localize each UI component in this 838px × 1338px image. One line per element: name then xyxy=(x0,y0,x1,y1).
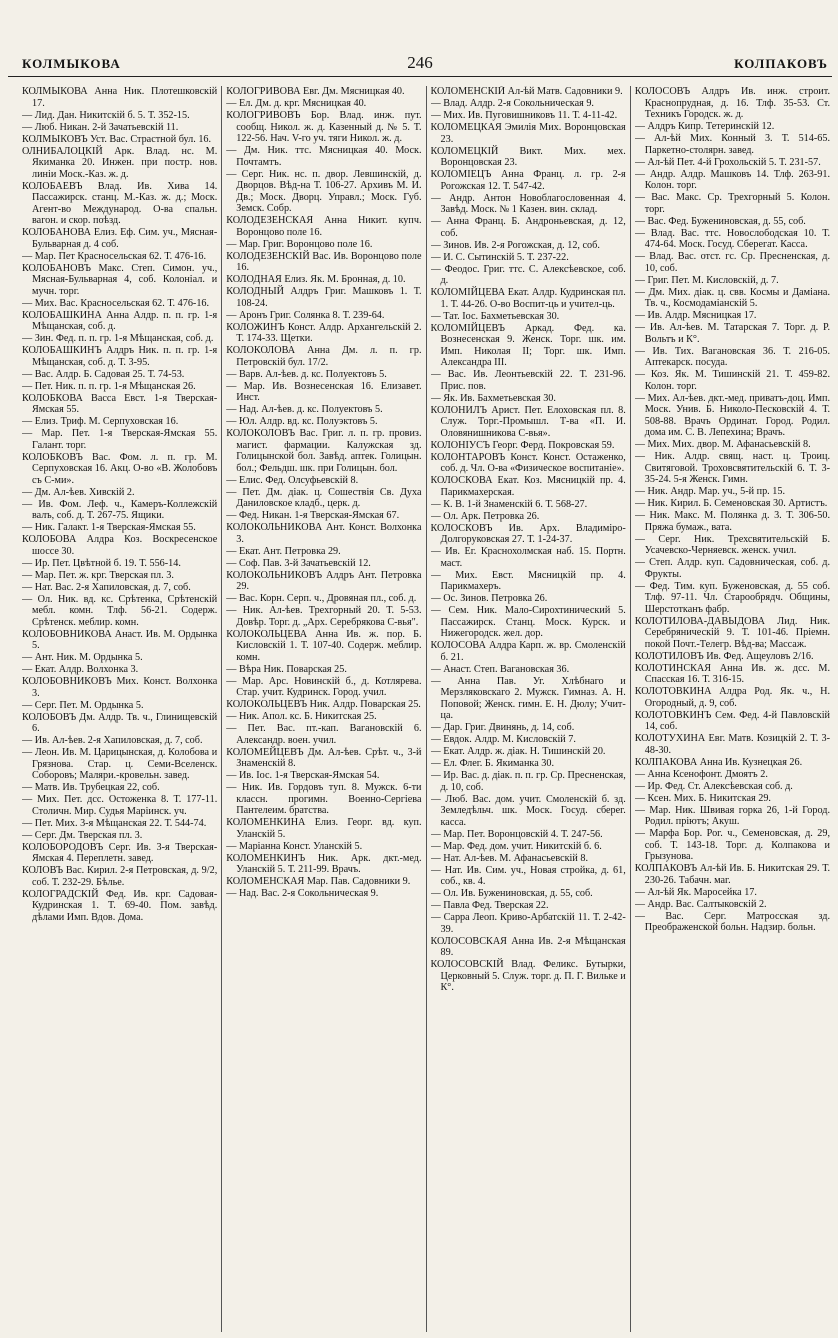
directory-entry: — Вас. Серг. Матросская зд. Преображенской больн. Надзир. больн. xyxy=(634,910,830,933)
directory-entry: КОЛОМЕНКИНЪ Ник. Арк. дкт.-мед. Уланскій 5. Т. 211-99. Врачъ. xyxy=(226,852,422,875)
directory-entry: КОЛОНТАРОВЪ Конст. Конст. Остаженко, соб. д. Чл. О-ва «Физическое воспитаніе». xyxy=(430,451,626,474)
directory-entry: — Вас. Ив. Леонтьевскій 22. Т. 231-96. Прис. пов. xyxy=(430,369,626,392)
directory-entry: КОЛОБАЕВЪ Влад. Ив. Хива 14. Пассажирск. станц. М.-Каз. ж. д.; Моск. Агент-во Международ. О-ва спальн. вагон. и скор. поѣзд. xyxy=(22,180,218,226)
directory-entry: — Ник. Ал-ѣев. Трехгорный 20. Т. 5-53. Довѣр. Торг. д. „Арх. Серебрякова С-вья". xyxy=(226,605,422,628)
directory-entry: КОЛОКОЛОВЪ Вас. Григ. л. п. гр. провиз. магист. фармации. Калужская зд. Голицынской бол. Завѣд. аптек. Голицын. бол.; Фельдш. шк. при Голицын. бол. xyxy=(226,428,422,474)
directory-entry: — Ел. Флег. Б. Якиманка 30. xyxy=(430,758,554,769)
directory-entry: — Елиз. Триф. М. Серпуховская 16. xyxy=(22,416,179,427)
directory-entry: — Серг. Дм. Тверская пл. 3. xyxy=(22,829,143,841)
directory-entry: — Анна Пав. Уг. Хлѣбнаго и Мерзляковскаго 2. Мужск. Гимназ. А. Н. Поповой; Женск. гимн. Е. Н. Дюлу; Учит-ца. xyxy=(430,675,626,721)
directory-entry: КОЛОВЪ Вас. Кирил. 2-я Петровская, д. 9/2, соб. Т. 232-29. Бѣлье. xyxy=(22,865,218,888)
directory-entry: КОЛОМІЕЦЪ Анна Франц. л. гр. 2-я Рогожская 12. Т. 547-42. xyxy=(430,169,626,192)
directory-entry: — Ол. Арк. Петровка 26. xyxy=(430,510,540,522)
directory-entry: — Ник. Галакт. 1-я Тверская-Ямская 55. xyxy=(22,522,196,533)
directory-entry: — Юл. Алдр. вд. кс. Полуэктовъ 5. xyxy=(226,416,378,427)
directory-entry: — Нат. Ал-ѣев. М. Афанасьевскій 8. xyxy=(430,852,589,864)
directory-entry: КОЛОГРИВОВА Евг. Дм. Мясницкая 40. xyxy=(226,86,405,97)
directory-entry: КОЛОМЕЙЦЕВЪ Дм. Ал-ѣев. Срѣт. ч., 3-й Знаменскій 8. xyxy=(226,746,422,769)
directory-entry: КОЛОБАШКИНЪ Алдръ Ник. п. п. гр. 1-я Мѣщанская, соб. д. Т. 3-95. xyxy=(22,345,218,368)
directory-entry: КОЛОБОВНИКОВА Анаст. Ив. М. Ордынка 5. xyxy=(22,628,218,651)
directory-entry: КОЛОБОВЪ Дм. Алдр. Тв. ч., Глинищевскій 6. xyxy=(22,711,218,734)
directory-entry: — Ол. Ник. вд. кс. Срѣтенка, Срѣтенскій мебл. комн. Тлф. 56-21. Содерж. Срѣтенск. меблир. комн. xyxy=(22,593,218,628)
directory-entry: КОЛОНІУСЪ Георг. Ферд. Покровская 59. xyxy=(430,439,615,451)
directory-entry: КОЛОТОВКИНА Алдра Род. Як. ч., Н. Огородный, д. 9, соб. xyxy=(634,686,830,709)
directory-entry: — Мар. Пет. ж. крг. Тверская пл. 3. xyxy=(22,569,174,581)
directory-entry: — Ив. Ал-ѣев. М. Татарская 7. Торг. д. Р. Вольтъ и К°. xyxy=(634,322,830,345)
directory-entry: КОЛМЫКОВА Анна Ник. Плотешковскій 17. xyxy=(22,86,218,109)
directory-entry: — Мих. Мих. двор. М. Афанасьевскій 8. xyxy=(634,439,811,450)
directory-entry: — Ник. Кирил. Б. Семеновская 30. Артистъ. xyxy=(634,498,828,509)
directory-entry: — Ол. Ив. Бужениновская, д. 55, соб. xyxy=(430,888,593,899)
directory-entry: КОЛОКОЛЬНИКОВЪ Алдръ Ант. Петровка 29. xyxy=(226,569,422,592)
directory-entry: КОЛОТУХИНА Евг. Матв. Козицкій 2. Т. 3-48-30. xyxy=(634,733,830,756)
directory-entry: — Феодос. Григ. ттс. С. Алексѣевское, соб. д. xyxy=(430,263,626,286)
directory-entry: — Ир. Пет. Цвѣтной б. 19. Т. 556-14. xyxy=(22,557,181,569)
directory-entry: КОЛОБКОВА Васса Евст. 1-я Тверская-Ямская 55. xyxy=(22,392,218,415)
directory-entry: — Анаст. Степ. Вагановская 36. xyxy=(430,663,570,675)
directory-entry: — Люб. Вас. дом. учит. Смоленскій б. зд. Земледѣльч. шк. Моск. Госуд. сберег. касса. xyxy=(430,793,626,828)
directory-entry: — Марфа Бор. Рог. ч., Семеновская, д. 29, соб. Т. 143-18. Торг. д. Колпакова и Грызунова. xyxy=(634,828,830,862)
directory-entry: — Мар. Арс. Новинскій б., д. Котлярева. Стар. учит. Кудринск. Город. учил. xyxy=(226,675,422,698)
directory-entry: — Ник. Ив. Гордовъ туп. 8. Мужск. 6-ти классн. прогимн. Военно-Сергіева Пантелеим. братства. xyxy=(226,782,422,816)
directory-entry: — Дм. Ал-ѣев. Хивскій 2. xyxy=(22,486,135,498)
directory-entry: — Як. Ив. Бахметьевская 30. xyxy=(430,392,556,404)
directory-entry: — Мих. Вас. Красносельская 62. Т. 476-16. xyxy=(22,297,210,309)
directory-entry: — Нат. Вас. 2-я Хапиловская, д. 7, соб. xyxy=(22,581,191,593)
directory-entry: — Андр. Вас. Салтыковскій 2. xyxy=(634,898,767,910)
directory-entry: КОЛОДНЫЙ Алдръ Григ. Машковъ 1. Т. 108-24. xyxy=(226,286,422,309)
directory-entry: — Ив. Алдр. Мясницкая 17. xyxy=(634,310,757,321)
directory-entry: — Зин. Фед. п. п. гр. 1-я Мѣщанская, соб. д. xyxy=(22,333,214,344)
directory-entry: КОЛОКОЛОВА Анна Дм. л. п. гр. Петровскій бул. 17/2. xyxy=(226,345,422,368)
directory-entry: — Мих. Ал-ѣев. дкт.-мед. приватъ-доц. Имп. Моск. Унив. Б. Николо-Песковскій 4. Т. 508-88. Врачъ Ординат. Город. Родил. дома им. С. В. Лепехина; Врачъ. xyxy=(634,392,830,438)
directory-entry: — Павла Фед. Тверская 22. xyxy=(430,900,549,911)
directory-entry: КОЛОБАНОВЪ Макс. Степ. Симон. уч., Мясная-Бульварная 4, соб. Колоніал. и мучн. торг. xyxy=(22,262,218,297)
directory-entry: — Ив. Ег. Краснохолмская наб. 15. Портн. маст. xyxy=(430,546,626,569)
directory-entry: — Серг. Пет. М. Ордынка 5. xyxy=(22,699,144,711)
directory-entry: — Екат. Алдр. ж. діак. Н. Тишинскій 20. xyxy=(430,746,606,757)
directory-entry: — Степ. Алдр. куп. Садовническая, соб. д. Фрукты. xyxy=(634,557,830,580)
directory-entry: КОЛОСОВА Алдра Карп. ж. вр. Смоленскій б. 21. xyxy=(430,640,626,663)
directory-entry: КОЛОКОЛЬЦЕВА Анна Ив. ж. пор. Б. Кисловскій 1. Т. 107-40. Содерж. меблир. комн. xyxy=(226,628,422,663)
directory-entry: — Мар. Ник. Швивая горка 26, 1-й Город. Родил. пріютъ; Акуш. xyxy=(634,804,830,827)
directory-entry: — Ив. Тих. Вагановская 36. Т. 216-05. Аптекарск. посуда. xyxy=(634,345,830,368)
directory-entry: КОЛОМЕЦКАЯ Эмилія Мих. Воронцовская 23. xyxy=(430,122,626,145)
directory-entry: — Ив. Фом. Леф. ч., Камеръ-Коллежскій валъ, соб. д. Т. 267-75. Ящики. xyxy=(22,498,218,521)
directory-entry: — Вас. Макс. Ср. Трехгорный 5. Колон. торг. xyxy=(634,192,830,215)
directory-entry: КОЛПАКОВА Анна Ив. Кузнецкая 26. xyxy=(634,756,803,768)
directory-entry: — Алдръ Кипр. Тетеринскій 12. xyxy=(634,121,775,132)
page-number: 246 xyxy=(407,53,433,72)
directory-entry: — Пет. Мих. 3-я Мѣщанская 22. Т. 544-74. xyxy=(22,817,207,829)
directory-entry: КОЛОГРИВОВЪ Бор. Влад. инж. пут. сообщ. Никол. ж. д. Казенный д. № 5. Т. 122-56. Нач. V-го уч. тяги Никол. ж. д. xyxy=(226,110,422,144)
directory-entry: — Сем. Ник. Мало-Сирохтинический 5. Пассажирск. Станц. Моск. Курск. и Нижегородск. жел. дор. xyxy=(430,605,626,639)
directory-entry: КОЛМЫКОВЪ Уст. Вас. Страстной бул. 16. xyxy=(22,133,212,145)
directory-entry: КОЛОБОРОДОВЪ Серг. Ив. 3-я Тверская-Ямская 4. Переплетн. завед. xyxy=(22,841,218,864)
directory-entry: — Сарра Леоп. Криво-Арбатскій 11. Т. 2-42-39. xyxy=(430,912,626,935)
directory-entry: — Ник. Макс. М. Полянка д. 3. Т. 306-50. Пряжа бумаж., вата. xyxy=(634,510,830,533)
directory-entry: — Мар. Григ. Воронцово поле 16. xyxy=(226,238,373,250)
column-1 xyxy=(22,86,222,1332)
directory-entry: — Люб. Никан. 2-й Зачатьевскій 11. xyxy=(22,121,179,133)
directory-entry: — Ант. Ник. М. Ордынка 5. xyxy=(22,652,143,663)
directory-entry: — Над. Ал-ѣев. д. кс. Полуектовъ 5. xyxy=(226,404,383,415)
directory-entry: — Андр. Алдр. Машковъ 14. Тлф. 263-91. Колон. торг. xyxy=(634,168,830,191)
directory-entry: — Мих. Пет. дсс. Остоженка 8. Т. 177-11. Столичн. Мир. Судья Маріинск. уч. xyxy=(22,794,218,817)
directory-entry: КОЛОСКОВЪ Ив. Арх. Владиміро-Долгоруковская 27. Т. 1-24-37. xyxy=(430,522,626,545)
directory-entry: КОЛОБОВА Алдра Коз. Воскресенское шоссе 30. xyxy=(22,534,218,557)
directory-entry: — Варв. Ал-ѣев. д. кс. Полуектовъ 5. xyxy=(226,368,387,380)
directory-entry: КОЛОСОВЪ Алдръ Ив. инж. строит. Краснопрудная, д. 16. Тлф. 35-53. Ст. Техникъ Городск. ж. д. xyxy=(634,86,830,120)
directory-entry: — Соф. Пав. 3-й Зачатьевскій 12. xyxy=(226,557,371,569)
directory-entry: — Пет. Ник. п. п. гр. 1-я Мѣщанская 26. xyxy=(22,380,196,392)
header-right-guide-word: КОЛПАКОВЪ xyxy=(734,56,828,71)
directory-entry: — Григ. Пет. М. Кисловскій, д. 7. xyxy=(634,274,779,286)
directory-entry: — Ив. Іос. 1-я Тверская-Ямская 54. xyxy=(226,770,380,781)
directory-entry: — Ел. Дм. д. крг. Мясницкая 40. xyxy=(226,98,367,109)
directory-entry: — Ник. Андр. Мар. уч., 5-й пр. 15. xyxy=(634,486,786,497)
directory-entry: КОЛОКОЛЬНИКОВА Ант. Конст. Волхонка 3. xyxy=(226,522,422,545)
directory-entry: — Евдок. Алдр. М. Кисловскій 7. xyxy=(430,734,576,745)
directory-entry: — И. С. Сытинскій 5. Т. 237-22. xyxy=(430,251,569,263)
directory-entry: — Нат. Ив. Сим. уч., Новая стройка, д. 61, соб., кв. 4. xyxy=(430,864,626,887)
column-2 xyxy=(226,86,426,1332)
directory-entry: КОЛОЖИНЪ Конст. Алдр. Архангельскій 2. Т. 174-33. Щетки. xyxy=(226,321,422,344)
directory-entry: — Ник. Алдр. свящ. наст. ц. Троиц. Свитяговой. Троховсвятительскій 6. Т. 3-35-24. 5-я Женск. Гимн. xyxy=(634,451,830,485)
directory-entry: — Маріанна Конст. Уланскій 5. xyxy=(226,840,363,852)
page-header xyxy=(8,54,832,77)
directory-entry: — Ал-ѣй Мих. Конный 3. Т. 514-65. Паркетно-столярн. завед. xyxy=(634,133,830,156)
column-4 xyxy=(635,86,834,1332)
directory-entry: — Ос. Зинов. Петровка 26. xyxy=(430,593,548,604)
directory-entry: — Леон. Ив. М. Царицынская, д. Колобова и Грязнова. Стар. ц. Семи-Вселенск. Соборовъ; Маляри.-кровельн. завед. xyxy=(22,747,218,781)
directory-entry: КОЛОГРАДСКІЙ Фед. Ив. крг. Садовая-Кудринская 1. Т. 69-40. Пом. завѣд. дѣлами Имп. Вдов. Дома. xyxy=(22,888,218,923)
directory-entry: КОЛОМІЙЦЕВА Екат. Алдр. Кудринская пл. 1. Т. 44-26. О-во Воспит-ць и учител-ць. xyxy=(430,287,626,310)
directory-entry: — Мих. Ив. Пуговишниковъ 11. Т. 4-11-42. xyxy=(430,110,618,121)
directory-entry: — Лид. Дан. Никитскій б. 5. Т. 352-15. xyxy=(22,109,190,121)
directory-entry: — Екат. Ант. Петровка 29. xyxy=(226,545,341,557)
directory-entry: — Андр. Антон Новоблагословенная 4. Завѣд. Моск. № 1 Казен. вин. склад. xyxy=(430,192,626,215)
directory-entry: КОЛОМЕЦКІЙ Викт. Мих. мех. Воронцовская 23. xyxy=(430,145,626,168)
header-left-guide-word: КОЛМЫКОВА xyxy=(22,56,121,71)
directory-entry: — Ксен. Мих. Б. Никитская 29. xyxy=(634,792,771,804)
column-3 xyxy=(431,86,631,1332)
directory-columns xyxy=(22,86,834,1332)
directory-entry: КОЛПАКОВЪ Ал-ѣй Ив. Б. Никитская 29. Т. 230-26. Табачн. маг. xyxy=(634,863,830,886)
directory-entry: — Ив. Ал-ѣев. 2-я Хапиловская, д. 7, соб. xyxy=(22,735,203,746)
directory-entry: КОЛОТИЛОВА-ДАВЫДОВА Лид. Ник. Серебряническій 9. Т. 101-46. Пріемн. покой Почт.-Телегр. Вѣд-ва; Массаж. xyxy=(634,615,830,650)
directory-entry: КОЛОБАШКИНА Анна Алдр. п. п. гр. 1-я Мѣщанская, соб. д. xyxy=(22,309,218,332)
directory-entry: КОЛОМЕНСКІЙ Ал-ѣй Матв. Садовники 9. xyxy=(430,86,623,97)
directory-entry: — Вас. Фед. Бужениновская, д. 55, соб. xyxy=(634,215,806,227)
directory-entry: КОЛОМЕНКИНА Елиз. Георг. вд. куп. Уланскій 5. xyxy=(226,817,422,840)
directory-entry: КОЛОБКОВЪ Вас. Фом. л. п. гр. М. Серпуховская 16. Акц. О-во «В. Жолобовъ съ С-ми». xyxy=(22,451,218,486)
directory-entry: — Елис. Фед. Олсуфьевскій 8. xyxy=(226,474,359,486)
directory-entry: — Дм. Мих. діак. ц. свв. Космы и Даміана. Тв. ч., Космодаміанскій 5. xyxy=(634,286,830,309)
directory-entry: КОЛОТИЛОВЪ Ив. Фед. Ащеуловъ 2/16. xyxy=(634,650,814,662)
directory-entry: — Над. Вас. 2-я Сокольническая 9. xyxy=(226,888,379,899)
directory-entry: КОЛОКОЛЬЦЕВЪ Ник. Алдр. Поварская 25. xyxy=(226,699,421,710)
directory-entry: — Ник. Апол. кс. Б. Никитская 25. xyxy=(226,711,377,722)
directory-entry: — Анна Франц. Б. Андроньевская, д. 12, соб. xyxy=(430,216,626,239)
directory-entry: — Влад. Вас. ттс. Новослободская 10. Т. 474-64. Моск. Госуд. Сберегат. Касса. xyxy=(634,227,830,250)
directory-entry: КОЛОМЕНСКАЯ Мар. Пав. Садовники 9. xyxy=(226,876,411,887)
directory-entry: — Мар. Ив. Вознесенская 16. Елизавет. Инст. xyxy=(226,380,422,403)
directory-entry: КОЛОСОВСКАЯ Анна Ив. 2-я Мѣщанская 89. xyxy=(430,935,626,958)
directory-entry: КОЛОТОВКИНЪ Сем. Фед. 4-й Павловскій 14, соб. xyxy=(634,709,830,732)
directory-entry: — Ал-ѣй Пет. 4-й Грохольскій 5. Т. 231-57. xyxy=(634,156,821,168)
directory-entry: КОЛОТИНСКАЯ Анна Ив. ж. дсс. М. Спасская 16. Т. 316-15. xyxy=(634,662,830,685)
directory-entry: — Вас. Алдр. Б. Садовая 25. Т. 74-53. xyxy=(22,368,185,380)
directory-entry: — Матв. Ив. Трубецкая 22, соб. xyxy=(22,782,160,793)
directory-entry: — Вас. Корн. Серп. ч., Дровяная пл., соб. д. xyxy=(226,593,417,604)
directory-entry: КОЛОСКОВА Екат. Коз. Мясницкій пр. 4. Парикмахерская. xyxy=(430,475,626,498)
directory-entry: — Дар. Григ. Двинянь, д. 14, соб. xyxy=(430,722,575,733)
directory-entry: — Екат. Алдр. Волхонка 3. xyxy=(22,664,139,675)
directory-entry: КОЛОМІЙЦЕВЪ Аркад. Фед. ка. Вознесенская 9. Женск. Торг. шк. им. Имп. Николая II; Торг. шк. Имп. Александра III. xyxy=(430,322,626,368)
directory-entry: — Вѣра Ник. Поварская 25. xyxy=(226,663,347,675)
directory-entry: — Мар. Пет. Воронцовскій 4. Т. 247-56. xyxy=(430,828,603,840)
directory-entry: — Коз. Як. М. Тишинскій 21. Т. 459-82. Колон. торг. xyxy=(634,369,830,392)
directory-entry: КОЛОБОВНИКОВЪ Мих. Конст. Волхонка 3. xyxy=(22,676,218,699)
directory-entry: КОЛОДНАЯ Елиз. Як. М. Бронная, д. 10. xyxy=(226,274,406,285)
directory-entry: — Зинов. Ив. 2-я Рогожская, д. 12, соб. xyxy=(430,239,600,251)
directory-entry: — Серг. Ник. Трехсвятительскій Б. Усачевско-Черняевск. женск. учил. xyxy=(634,533,830,556)
directory-entry: — Фед. Тим. куп. Буженовская, д. 55 соб. Тлф. 97-11. Чл. Старообрядч. Общины, Шерстотканъ фабр. xyxy=(634,580,830,615)
directory-entry: — Фед. Никан. 1-я Тверская-Ямская 67. xyxy=(226,510,400,521)
directory-entry: — Влад. Вас. отст. гс. Ср. Пресненская, д. 10, соб. xyxy=(634,251,830,274)
directory-entry: — Анна Ксенофонт. Дмоятъ 2. xyxy=(634,768,768,780)
directory-entry: — Мар. Пет Красносельская 62. Т. 476-16. xyxy=(22,250,207,262)
directory-entry: КОЛОДЕЗЕНСКІЙ Вас. Ив. Воронцово поле 16. xyxy=(226,250,422,273)
directory-entry: КОЛОНИЛЪ Арист. Пет. Елоховская пл. 8. Служ. Торг.-Промышл. Т-ва «П. И. Оловянишникова С-вья». xyxy=(430,404,626,439)
directory-entry: — Дм. Ник. ттс. Мясницкая 40. Моск. Почтамтъ. xyxy=(226,145,422,168)
directory-entry: — Мар. Пет. 1-я Тверская-Ямская 55. Галант. торг. xyxy=(22,428,218,451)
directory-entry: — Ир. Фед. Ст. Алексѣевская соб. д. xyxy=(634,780,793,792)
directory-entry: КОЛОБАНОВА Елиз. Еф. Сим. уч., Мясная-Бульварная д. 4 соб. xyxy=(22,227,218,250)
directory-entry: — Влад. Алдр. 2-я Сокольническая 9. xyxy=(430,98,594,109)
directory-entry: — Серг. Ник. нс. п. двор. Левшинскій, д. Дворцов. Вѣд-на Т. 106-27. Архивъ М. И. Дв.; Моск. Дворц. Управл.; Моск. Губ. Земск. Собр. xyxy=(226,168,422,214)
directory-entry: — Ир. Вас. д. діак. п. п. гр. Ср. Пресненская, д. 10, соб. xyxy=(430,770,626,793)
directory-entry: — Мар. Фед. дом. учит. Никитскій б. 6. xyxy=(430,840,602,852)
directory-entry: КОЛОДЕЗЕНСКАЯ Анна Никит. купч. Воронцово поле 16. xyxy=(226,215,422,238)
directory-entry: — Тат. Іос. Бахметьевская 30. xyxy=(430,310,560,322)
directory-entry: ОЛНИБАЛОЦКІЙ Арк. Влад. нс. М. Якиманка 20. Инжен. при постр. нов. линіи Моск.-Каз. ж. д. xyxy=(22,145,218,180)
directory-entry: КОЛОСОВСКІЙ Влад. Феликс. Бутырки, Церковный 5. Служ. торг. д. П. Г. Вильке и К°. xyxy=(430,959,626,993)
directory-entry: — Аронъ Григ. Солянка 8. Т. 239-64. xyxy=(226,309,385,321)
directory-entry: — Ал-ѣй Як. Маросейка 17. xyxy=(634,886,757,898)
directory-entry: — Пет. Дм. діак. ц. Сошествія Св. Духа Даниловское кладб., церк. д. xyxy=(226,486,422,509)
directory-entry: — Мих. Евст. Мясницкій пр. 4. Парикмахеръ. xyxy=(430,569,626,592)
directory-entry: — К. В. 1-й Знаменскій 6. Т. 568-27. xyxy=(430,498,588,510)
directory-entry: — Пет. Вас. пт.-кап. Вагановскій 6. Александр. воен. учил. xyxy=(226,723,422,746)
